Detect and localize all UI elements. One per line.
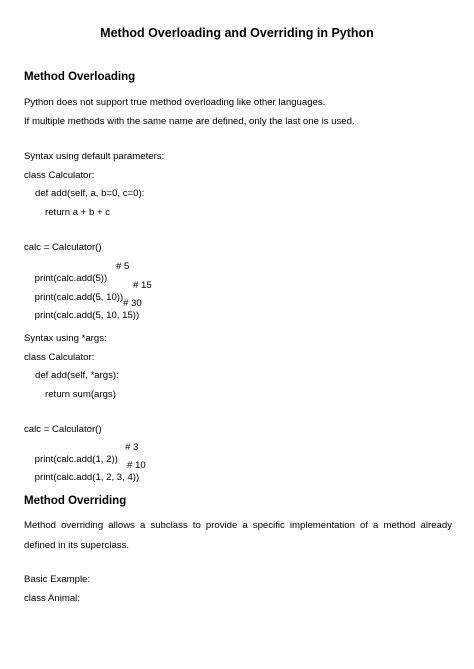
section-heading-overloading: Method Overloading [24, 71, 136, 83]
code-comment: # 10 [127, 460, 146, 471]
code-line: calc = Calculator() [24, 424, 102, 435]
code-line: def add(self, a, b=0, c=0): [35, 188, 145, 199]
code-line: class Animal: [24, 593, 80, 604]
code-comment: # 15 [133, 280, 152, 291]
code-line: calc = Calculator() [24, 242, 102, 253]
code-text: print(calc.add(1, 2, 3, 4)) [34, 472, 140, 483]
code-line: return sum(args) [45, 389, 116, 400]
example-label: Basic Example: [24, 574, 91, 585]
code-line [24, 460, 139, 496]
overriding-intro: Method overriding allows a subclass to provide a specific implementation of a method already defined in its superclass. [24, 520, 452, 551]
code-text: print(calc.add(5, 10, 15)) [34, 310, 140, 321]
code-comment: # 5 [116, 261, 130, 272]
page-title: Method Overloading and Overriding in Python [100, 26, 374, 40]
code-comment: # 3 [125, 442, 139, 453]
code-line [24, 298, 139, 334]
code-text: print(calc.add(1, 2)) [34, 454, 118, 465]
code-text: print(calc.add(5)) [34, 273, 108, 284]
example-label: Syntax using default parameters: [24, 151, 165, 162]
code-line: class Calculator: [24, 352, 95, 363]
code-comment: # 30 [123, 298, 142, 309]
code-line: return a + b + c [45, 207, 111, 218]
code-line: class Calculator: [24, 170, 95, 181]
overloading-intro-line: If multiple methods with the same name are defined, only the last one is used. [24, 116, 355, 127]
section-heading-overriding: Method Overriding [24, 495, 127, 507]
code-text: print(calc.add(5, 10)) [34, 292, 124, 303]
example-label: Syntax using *args: [24, 333, 107, 344]
overloading-intro-line: Python does not support true method overloading like other languages. [24, 97, 326, 108]
code-line: def add(self, *args): [35, 370, 119, 381]
